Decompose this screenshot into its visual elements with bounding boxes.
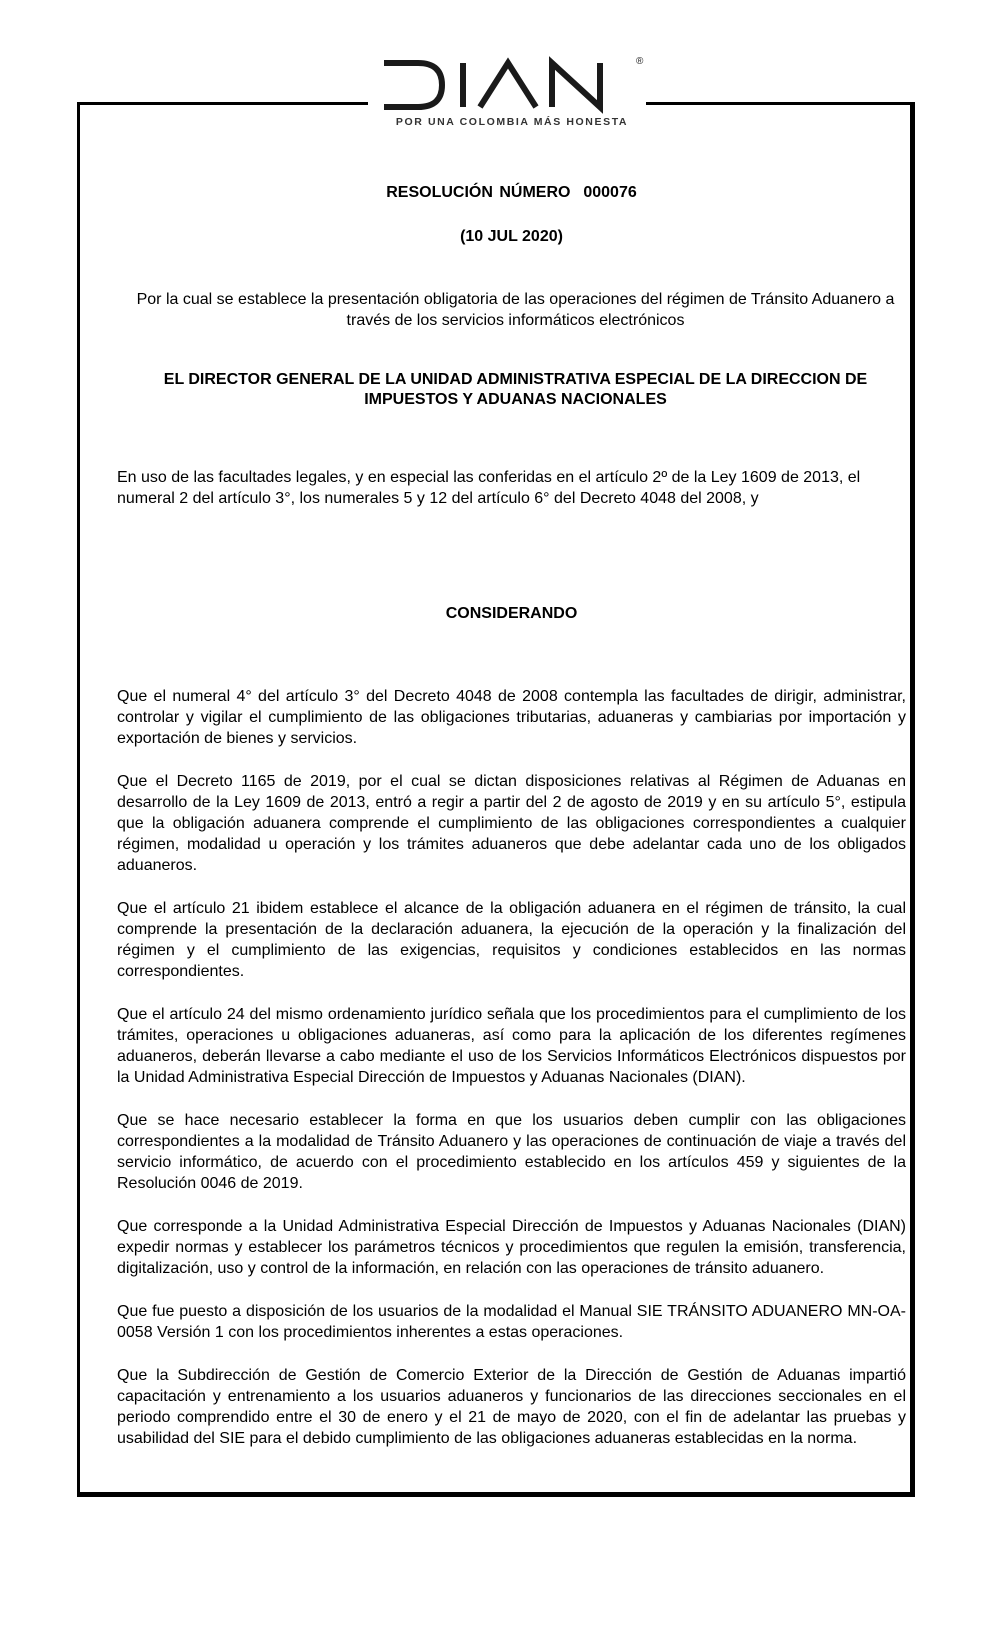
paragraph: Que el artículo 24 del mismo ordenamiento jurídico señala que los procedimientos para el cumplimiento de los trámites, operaciones u obligaciones aduaneras, así como para la aplicación de los diferentes regímenes aduaneros, deberán llevarse a cabo mediante el uso de los Servicios Informáticos Electrónicos dispuestos por la Unidad Administrativa Especial Dirección de Impuestos y Aduanas Nacionales (DIAN). <box>117 1006 906 1086</box>
registered-mark: ® <box>636 56 644 67</box>
paragraph: Que fue puesto a disposición de los usuarios de la modalidad el Manual SIE TRÁNSITO ADUANERO MN-OA-0058 Versión 1 con los procedimientos inherentes a estas operaciones. <box>117 1303 906 1341</box>
issuing-authority: EL DIRECTOR GENERAL DE LA UNIDAD ADMINISTRATIVA ESPECIAL DE LA DIRECCION DE IMPUESTOS Y ADUANAS NACIONALES <box>163 371 868 408</box>
paragraph: Que el artículo 21 ibidem establece el alcance de la obligación aduanera en el régimen de tránsito, la cual comprende la presentación de la declaración aduanera, la ejecución de la operación y la finalización del régimen y el cumplimiento de las exigencias, requisitos y condiciones establecidos en las normas correspondientes. <box>117 900 906 980</box>
preamble-text: En uso de las facultades legales, y en especial las conferidas en el artículo 2º de la Ley 1609 de 2013, el numeral 2 del artículo 3°, los numerales 5 y 12 del artículo 6° del Decreto 4048 del 2008, y <box>117 469 861 507</box>
considerando-heading: CONSIDERANDO <box>445 605 578 622</box>
logo-tagline: POR UNA COLOMBIA MÁS HONESTA <box>395 116 629 128</box>
paragraph: Que el numeral 4° del artículo 3° del Decreto 4048 de 2008 contempla las facultades de dirigir, administrar, controlar y vigilar el cumplimiento de las obligaciones tributarias, aduaneras y cambiarias por importación y exportación de bienes y servicios. <box>117 688 906 747</box>
paragraph: Que la Subdirección de Gestión de Comercio Exterior de la Dirección de Gestión de Aduanas impartió capacitación y entrenamiento a los usuarios aduaneros y funcionarios de las direcciones seccionales en el periodo comprendido entre el 30 de enero y el 21 de mayo de 2020, con el fin de adelantar las pruebas y usabilidad del SIE para el debido cumplimiento de las obligaciones aduaneras establecidas en la norma. <box>117 1367 906 1447</box>
paragraph: Que se hace necesario establecer la forma en que los usuarios deben cumplir con las obligaciones correspondientes a la modalidad de Tránsito Aduanero y las operaciones de continuación de viaje a través del servicio informático, de acuerdo con el procedimiento establecido en los artículos 459 y siguientes de la Resolución 0046 de 2019. <box>117 1112 906 1192</box>
paragraph: Que corresponde a la Unidad Administrativa Especial Dirección de Impuestos y Aduanas Nacionales (DIAN) expedir normas y establecer los parámetros técnicos y procedimientos que regulen la emisión, transferencia, digitalización, uso y control de la información, en relación con las operaciones de tránsito aduanero. <box>117 1218 906 1277</box>
resolution-title: RESOLUCIÓN NÚMERO 000076 <box>386 184 637 201</box>
resolution-subject: Por la cual se establece la presentación obligatoria de las operaciones del régimen de Tránsito Aduanero a través de los servicios informáticos electrónicos <box>136 291 895 329</box>
considerando-paragraphs <box>117 686 906 1471</box>
resolution-date: (10 JUL 2020) <box>460 228 563 245</box>
paragraph: Que el Decreto 1165 de 2019, por el cual se dictan disposiciones relativas al Régimen de Aduanas en desarrollo de la Ley 1609 de 2013, entró a regir a partir del 2 de agosto de 2019 y en su artículo 5°, estipula que la obligación aduanera comprende el cumplimiento de las obligaciones correspondientes a cualquier régimen, modalidad u operación y los trámites aduaneros que debe adelantar cada uno de los obligados aduaneros. <box>117 773 906 874</box>
